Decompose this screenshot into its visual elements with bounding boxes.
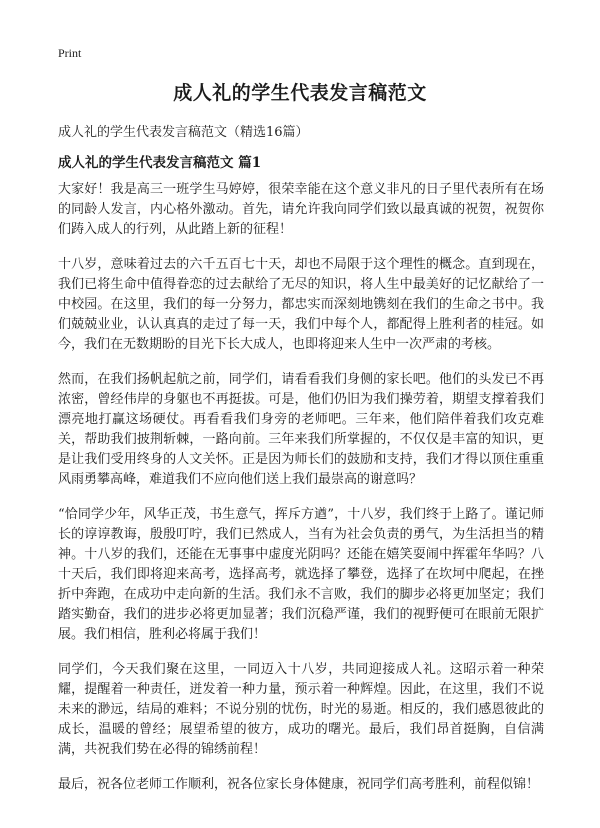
paragraph-6: 最后，祝各位老师工作顺利，祝各位家长身体健康，祝同学们高考胜利，前程似锦！ — [58, 777, 540, 792]
section-heading: 成人礼的学生代表发言稿范文 篇1 — [58, 155, 262, 171]
paragraph-3: 然而，在我们扬帆起航之前，同学们，请看看我们身侧的家长吧。他们的头发已不再浓密，曾经伟岸的身躯也不再挺拔。可是，他们仍旧为我们操劳着，期望支撑着我们漂亮地打赢这场硬仗。再看看我们身旁的老师吧。三年来，他们陪伴着我们攻克难关，帮助我们披荆斩棘，一路向前。三年来我们所掌握的，不仅仅是丰富的知识，更是让我们受用终身的人文关怀。正是因为师长们的鼓励和支持，我们才得以顶住重重风雨勇攀高峰，难道我们不应向他们送上我们最崇高的谢意吗？ — [58, 372, 544, 487]
paragraph-2: 十八岁，意味着过去的六千五百七十天，却也不局限于这个理性的概念。直到现在，我们已将生命中值得眷恋的过去献给了无尽的知识，将人生中最美好的记忆献给了一中校园。在这里，我们的每一分努力，都忠实而深刻地镌刻在我们的生命之书中。我们兢兢业业，认认真真的走过了每一天，我们中每个人，都配得上胜利者的桂冠。如今，我们在无数期盼的目光下长大成人，也即将迎来人生中一次严肃的考核。 — [58, 257, 544, 352]
print-link[interactable]: Print — [58, 46, 82, 60]
document-subtitle: 成人礼的学生代表发言稿范文（精选16篇） — [58, 125, 309, 140]
paragraph-5: 同学们，今天我们聚在这里，一同迈入十八岁，共同迎接成人礼。这昭示着一种荣耀，提醒着一种责任，迸发着一种力量，预示着一种辉煌。因此，在这里，我们不说未来的渺远，结局的难料；不说分别的忧伤，时光的易逝。相反的，我们感恩彼此的成长，温暖的曾经；展望希望的彼方，成功的曙光。最后，我们昂首挺胸，自信满满，共祝我们势在必得的锦绣前程！ — [58, 662, 544, 757]
document-body — [58, 180, 544, 810]
paragraph-4: “恰同学少年，风华正茂，书生意气，挥斥方遒”，十八岁，我们终于上路了。谨记师长的谆谆教诲，殷殷叮咛，我们已然成人，当有为社会负责的勇气，为生活担当的精神。十八岁的我们，还能在无事事中虚度光阴吗？还能在嬉笑耍闹中挥霍年华吗？八十天后，我们即将迎来高考，选择高考，就选择了攀登，选择了在坎坷中爬起，在挫折中奔跑，在成功中走向新的生活。我们永不言败，我们的脚步必将更加坚定；我们踏实勤奋，我们的进步必将更加显著；我们沉稳严谨，我们的视野便可在眼前无限扩展。我们相信，胜利必将属于我们！ — [58, 507, 544, 642]
page-title: 成人礼的学生代表发言稿范文 — [173, 82, 427, 104]
paragraph-1: 大家好！我是高三一班学生马婷婷，很荣幸能在这个意义非凡的日子里代表所有在场的同龄人发言，内心格外激动。首先，请允许我向同学们致以最真诚的祝贺，祝贺你们踌入成人的行列，从此踏上新的征程！ — [58, 182, 544, 237]
